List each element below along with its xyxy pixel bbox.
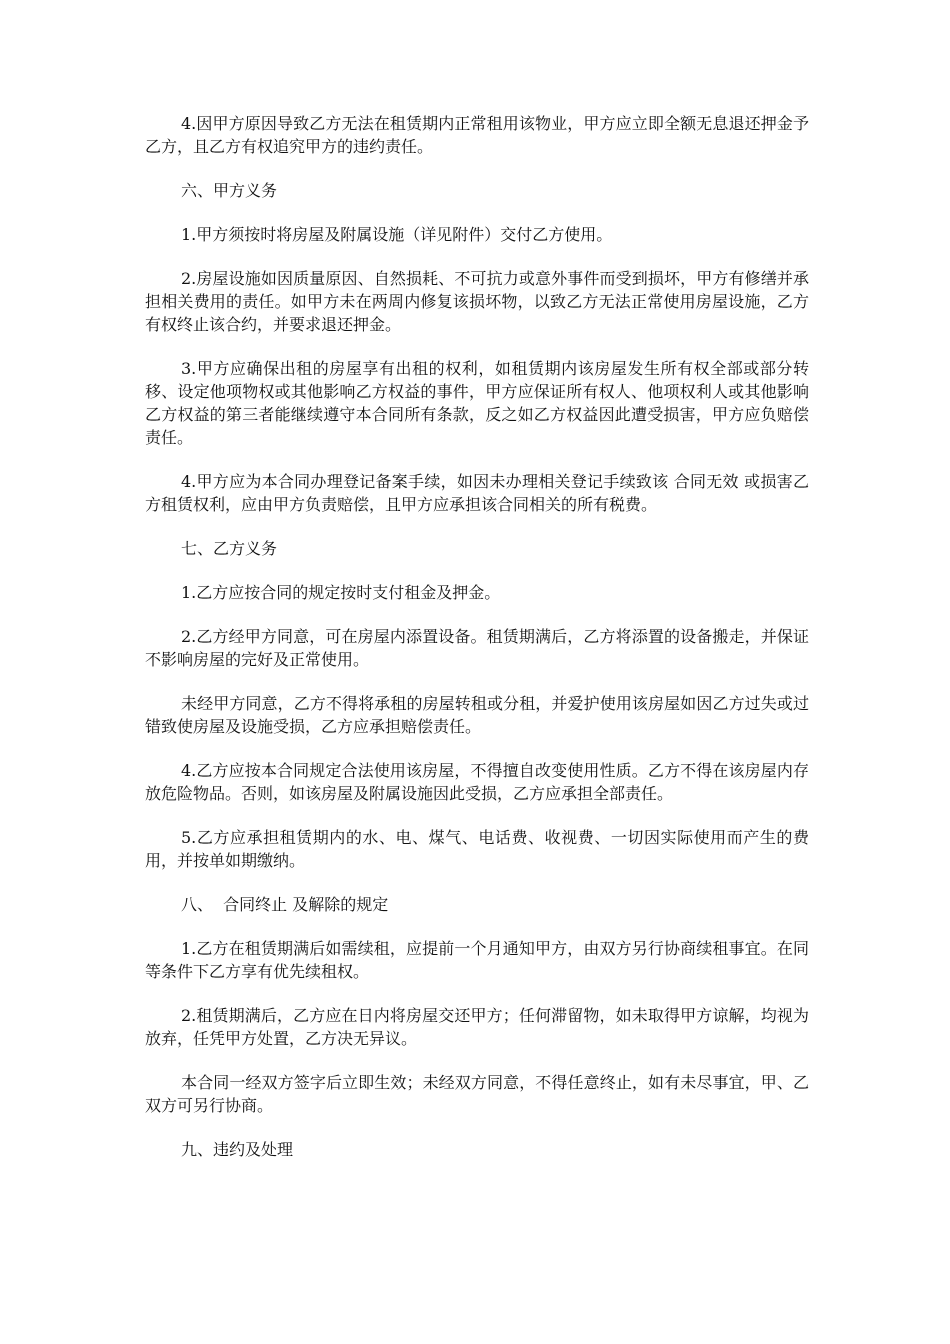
section-heading: 六、甲方义务 [181, 181, 278, 200]
section-heading: 七、乙方义务 [181, 539, 278, 558]
paragraph: 4.因甲方原因导致乙方无法在租赁期内正常租用该物业，甲方应立即全额无息退还押金予乙方，且乙方有权追究甲方的违约责任。 [145, 114, 809, 156]
paragraph: 2.租赁期满后，乙方应在日内将房屋交还甲方；任何滞留物，如未取得甲方谅解，均视为放弃，任凭甲方处置，乙方决无异议。 [145, 1006, 809, 1048]
paragraph: 4.甲方应为本合同办理登记备案手续，如因未办理相关登记手续致该 合同无效 或损害乙方租赁权利，应由甲方负责赔偿，且甲方应承担该合同相关的所有税费。 [145, 472, 809, 514]
section-heading: 九、违约及处理 [181, 1140, 294, 1159]
paragraph: 本合同一经双方签字后立即生效；未经双方同意，不得任意终止，如有未尽事宜，甲、乙双方可另行协商。 [145, 1073, 809, 1115]
paragraph: 未经甲方同意，乙方不得将承租的房屋转租或分租，并爱护使用该房屋如因乙方过失或过错致使房屋及设施受损，乙方应承担赔偿责任。 [145, 694, 809, 736]
paragraph: 2.乙方经甲方同意，可在房屋内添置设备。租赁期满后，乙方将添置的设备搬走，并保证不影响房屋的完好及正常使用。 [145, 627, 809, 669]
paragraph: 1.乙方在租赁期满后如需续租，应提前一个月通知甲方，由双方另行协商续租事宜。在同等条件下乙方享有优先续租权。 [145, 939, 809, 981]
paragraph: 1.甲方须按时将房屋及附属设施（详见附件）交付乙方使用。 [181, 225, 613, 244]
section-heading: 八、 合同终止 及解除的规定 [181, 895, 389, 914]
paragraph: 4.乙方应按本合同规定合法使用该房屋，不得擅自改变使用性质。乙方不得在该房屋内存放危险物品。否则，如该房屋及附属设施因此受损，乙方应承担全部责任。 [145, 761, 809, 803]
paragraph: 2.房屋设施如因质量原因、自然损耗、不可抗力或意外事件而受到损坏，甲方有修缮并承担相关费用的责任。如甲方未在两周内修复该损坏物，以致乙方无法正常使用房屋设施，乙方有权终止该合约，并要求退还押金。 [145, 269, 809, 334]
document-page [145, 112, 809, 1182]
paragraph: 1.乙方应按合同的规定按时支付租金及押金。 [181, 583, 501, 602]
paragraph: 5.乙方应承担租赁期内的水、电、煤气、电话费、收视费、一切因实际使用而产生的费用，并按单如期缴纳。 [145, 828, 809, 870]
paragraph: 3.甲方应确保出租的房屋享有出租的权利，如租赁期内该房屋发生所有权全部或部分转移、设定他项物权或其他影响乙方权益的事件，甲方应保证所有权人、他项权利人或其他影响乙方权益的第三者能继续遵守本合同所有条款，反之如乙方权益因此遭受损害，甲方应负赔偿责任。 [145, 359, 809, 447]
